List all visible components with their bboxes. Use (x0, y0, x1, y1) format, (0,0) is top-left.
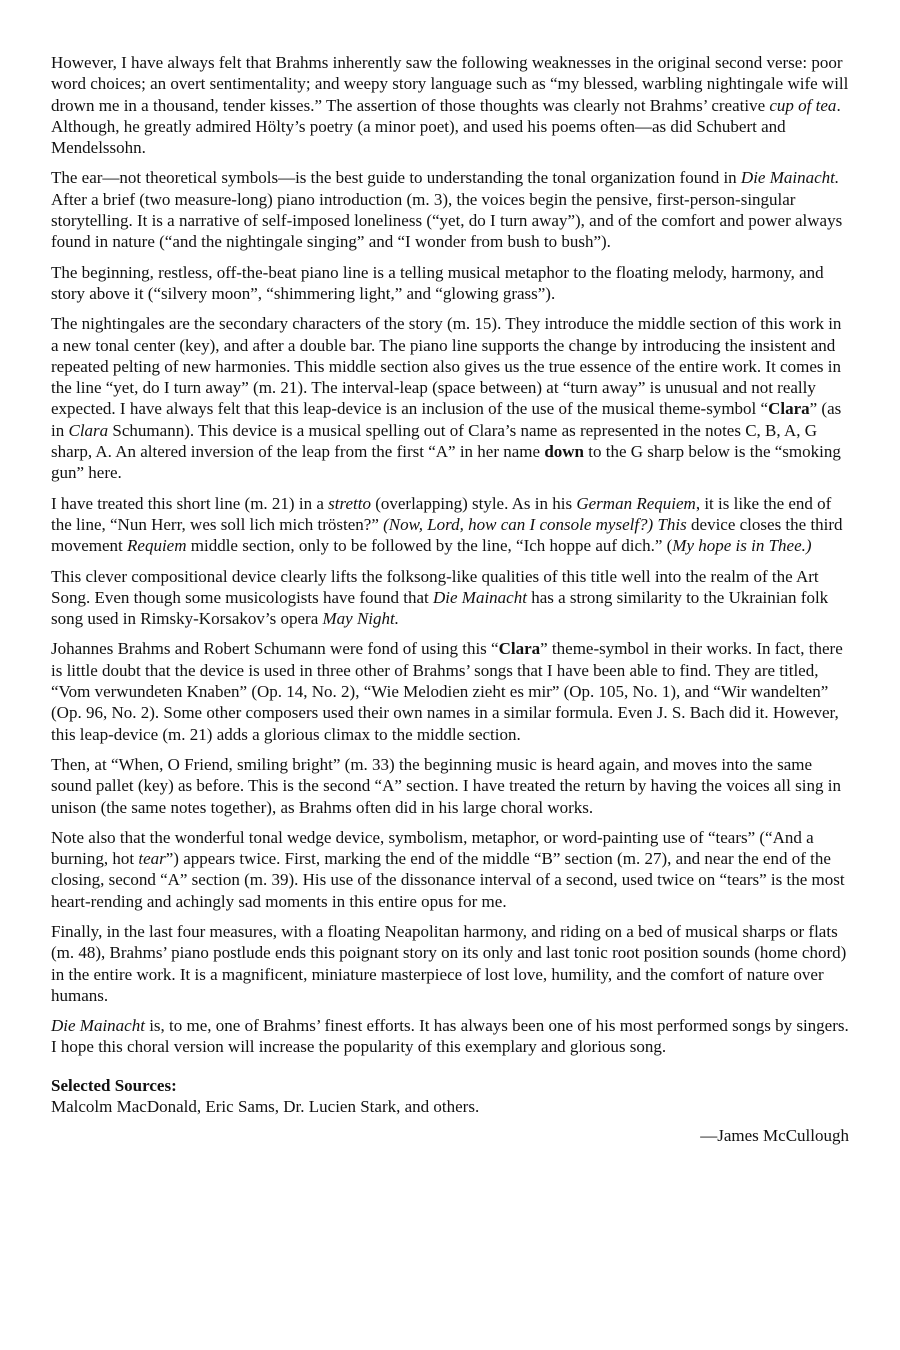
text-run: middle section, only to be followed by the line, “Ich hoppe auf dich.” ( (186, 536, 673, 556)
bold-text: down (544, 442, 585, 462)
italic-text: tear (138, 849, 166, 869)
paragraph (51, 566, 849, 630)
text-run: (overlapping) style. As in his (370, 493, 577, 513)
text-run: Note also that the wonderful tonal wedge device, symbolism, metaphor, or word-painting use of “tears” (“And a burning, hot (51, 827, 818, 869)
author-signature: —James McCullough (700, 1126, 849, 1146)
text-run: This clever compositional device clearly lifts the folksong-like qualities of this title well into the realm of the Art Song. Even though some musicologists have found that (51, 566, 823, 607)
italic-text: cup of tea (769, 95, 837, 115)
italic-text: My hope is in Thee.) (672, 536, 812, 556)
text-run: After a brief (two measure-long) piano introduction (m. 3), the voices begin the pensive, first-person-singular storytelling. It is a narrative of self-imposed loneliness (“yet, do I turn away”), and of the comfort and power always found in nature (“and the nightingale singing” and “I wonder from bush to bush”). (51, 168, 847, 252)
paragraph (51, 1015, 853, 1058)
italic-text: Die Mainacht (51, 1016, 145, 1036)
sources-heading: Selected Sources: (51, 1075, 177, 1095)
text-run: ” theme-symbol in their works. In fact, there is little doubt that the device is used in three other of Brahms’ songs that I have been able to find. They are titled, “Vom verwundeten Knaben” (Op. 14, No. 2), “Wie Melodien zieht es mir” (Op. 105, No. 1), and “Wir wandelten” (Op. 96, No. 2). Some other composers used their own names in a similar formula. Even J. S. Bach did it. However, this leap-device (m. 21) adds a glorious climax to the middle section. (51, 639, 847, 744)
paragraph (51, 921, 849, 1006)
text-run: to the G sharp below is the “smoking gun” here. (51, 442, 846, 483)
text-run: Schumann). This device is a musical spelling out of Clara’s name as represented in the notes C, B, A, G sharp, A. An altered inversion of the leap from the first “A” in her name (51, 420, 822, 462)
text-run: device closes the third movement (51, 514, 847, 556)
italic-text: Requiem (127, 536, 187, 556)
italic-text: Die Mainacht. (740, 168, 840, 188)
text-run: has a strong similarity to the Ukrainian folk song used in Rimsky-Korsakov’s opera (51, 587, 833, 629)
italic-text: Clara (68, 420, 109, 440)
text-run: The ear—not theoretical symbols—is the best guide to understanding the tonal organization found in (51, 168, 741, 188)
selected-sources (51, 1075, 849, 1118)
paragraph (51, 167, 849, 252)
text-run: Then, at “When, O Friend, smiling bright” (m. 33) the beginning music is heard again, and moves into the same sound pallet (key) as before. This is the second “A” section. I have treated the return by having the voices all sing in unison (the same notes together), as Brahms often did in his large choral works. (51, 754, 846, 817)
paragraph (51, 313, 849, 483)
bold-text: Clara (768, 399, 810, 419)
text-run: , it is like the end of the line, “Nun Herr, wes soll lich mich trösten?” (51, 493, 836, 534)
text-run: The nightingales are the secondary characters of the story (m. 15). They introduce the middle section of this work in a new tonal center (key), and after a double bar. The piano line supports the change by introducing the insistent and repeated pelting of new harmonies. This middle section also gives us the true essence of the entire work. It comes in the line “yet, do I turn away” (m. 21). The interval-leap (space between) at “turn away” is unusual and not really expected. I have always felt that this leap-device is an inclusion of the use of the musical theme-symbol “ (51, 314, 846, 419)
sources-list: Malcolm MacDonald, Eric Sams, Dr. Lucien Stark, and others. (51, 1097, 480, 1117)
bold-text: Clara (498, 639, 541, 659)
text-run: ” (as in (51, 399, 846, 440)
italic-text: May Night. (322, 609, 400, 629)
paragraph (51, 262, 849, 305)
text-run: Finally, in the last four measures, with a floating Neapolitan harmony, and riding on a bed of musical sharps or flats (m. 48), Brahms’ piano postlude ends this poignant story on its only and last tonic root position sounds (home chord) in the entire work. It is a magnificent, miniature masterpiece of lost love, humility, and the comfort of nature over humans. (51, 921, 851, 1005)
text-run: I have treated this short line (m. 21) in a (51, 493, 329, 513)
text-run: is, to me, one of Brahms’ finest efforts. It has always been one of his most performed songs by singers. I hope this choral version will increase the popularity of this exemplary and glorious song. (51, 1016, 853, 1057)
italic-text: stretto (328, 493, 371, 513)
italic-text: (Now, Lord, how can I console myself?) This (383, 514, 687, 534)
italic-text: Die Mainacht (433, 587, 527, 607)
italic-text: German Requiem (576, 493, 696, 513)
text-run: However, I have always felt that Brahms inherently saw the following weaknesses in the original second verse: poor word choices; an overt sentimentality; and weepy story language such as “my blessed, warbling nightingale wife will drown me in a thousand, tender kisses.” The assertion of those thoughts was clearly not Brahms’ creative (51, 53, 853, 115)
text-run: Johannes Brahms and Robert Schumann were fond of using this “ (51, 639, 499, 659)
paragraph (51, 827, 849, 912)
text-run: ”) appears twice. First, marking the end of the middle “B” section (m. 27), and near the end of the closing, second “A” section (m. 39). His use of the dissonance interval of a second, used twice on “tears” is the most heart-rending and achingly sad moments in this entire opus for me. (51, 849, 849, 911)
text-run: The beginning, restless, off-the-beat piano line is a telling musical metaphor to the floating melody, harmony, and story above it (“silvery moon”, “shimmering light,” and “glowing grass”). (51, 262, 828, 303)
paragraph (51, 638, 849, 744)
article-body (51, 52, 853, 1058)
text-run: . Although, he greatly admired Hölty’s poetry (a minor poet), and used his poems often—as did Schubert and Mendelssohn. (51, 95, 844, 158)
paragraph (51, 52, 853, 158)
paragraph (51, 493, 849, 557)
paragraph (51, 754, 849, 818)
